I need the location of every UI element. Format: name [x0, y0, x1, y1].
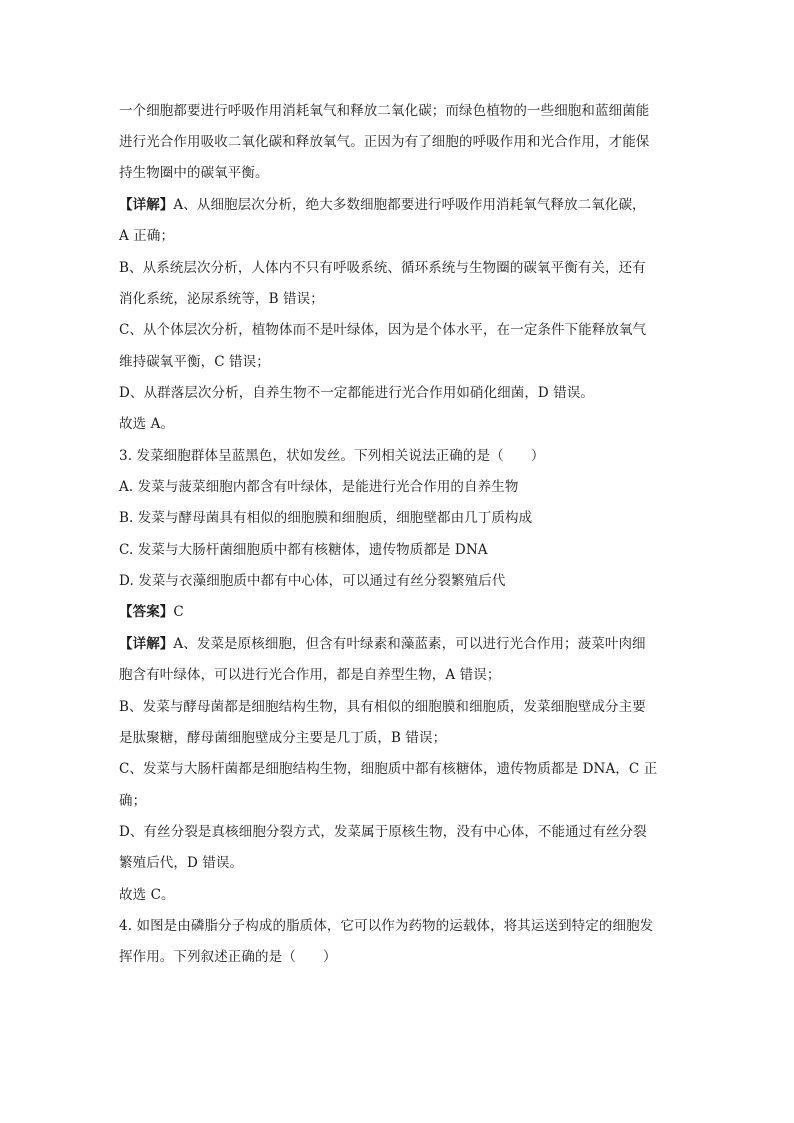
line-text: A、发菜是原核细胞，但含有叶绿素和藻蓝素，可以进行光合作用；菠菜叶肉细: [173, 636, 646, 652]
line-text: D. 发菜与衣藻细胞质中都有中心体，可以通过有丝分裂繁殖后代: [119, 573, 506, 589]
text-line: [119, 163, 269, 183]
text-line: [119, 289, 324, 309]
detail-label: 【详解】: [119, 636, 174, 652]
line-text: 故选 C。: [119, 887, 175, 903]
text-line: [119, 258, 646, 278]
line-text: B、从系统层次分析，人体内不只有呼吸系统、循环系统与生物圈的碳氧平衡有关，还有: [119, 260, 646, 276]
line-text: 故选 A。: [119, 416, 175, 432]
answer-label: 【答案】: [119, 604, 174, 620]
text-line: [119, 885, 175, 905]
line-text: 繁殖后代，D 错误。: [119, 855, 244, 871]
line-text: B、发菜与酵母菌都是细胞结构生物，具有相似的细胞膜和细胞质，发菜细胞壁成分主要: [119, 699, 646, 715]
text-line: [119, 853, 243, 873]
line-text: A 正确；: [119, 228, 175, 244]
line-text: 3. 发菜细胞群体呈蓝黑色，状如发丝。下列相关说法正确的是（ ）: [119, 448, 545, 464]
line-text: A. 发菜与菠菜细胞内都含有叶绿体，是能进行光合作用的自养生物: [119, 479, 519, 495]
line-text: 进行光合作用吸收二氧化碳和释放氧气。正因为有了细胞的呼吸作用和光合作用，才能保: [119, 134, 650, 150]
option-c: [119, 540, 488, 560]
line-text: C. 发菜与大肠杆菌细胞质中都有核糖体，遗传物质都是 DNA: [119, 542, 488, 558]
answer-value: C: [173, 604, 184, 620]
line-text: B. 发菜与酵母菌具有相似的细胞膜和细胞质，细胞壁都由几丁质构成: [119, 510, 533, 526]
text-line: [119, 665, 500, 685]
line-text: 胞含有叶绿体，可以进行光合作用，都是自养型生物，A 错误；: [119, 667, 501, 683]
answer-line: [119, 602, 184, 622]
line-text: 维持碳氧平衡，C 错误；: [119, 354, 270, 370]
option-d: [119, 571, 505, 591]
text-line: [119, 791, 146, 811]
line-text: 确；: [119, 793, 147, 809]
question-stem: [119, 916, 653, 936]
text-line: [119, 132, 649, 152]
text-line: [119, 352, 270, 372]
text-line: [119, 226, 174, 246]
line-text: D、从群落层次分析，自养生物不一定都能进行光合作用如硝化细菌，D 错误。: [119, 385, 595, 401]
line-text: A、从细胞层次分析，绝大多数细胞都要进行呼吸作用消耗氧气释放二氧化碳，: [173, 197, 646, 213]
line-text: 是肽聚糖，酵母菌细胞壁成分主要是几丁质，B 错误；: [119, 730, 447, 746]
text-line: [119, 697, 646, 717]
line-text: C、发菜与大肠杆菌都是细胞结构生物，细胞质中都有核糖体，遗传物质都是 DNA，C 正: [119, 761, 658, 777]
option-b: [119, 508, 532, 528]
question-stem: [119, 446, 544, 466]
line-text: 一个细胞都要进行呼吸作用消耗氧气和释放二氧化碳；而绿色植物的一些细胞和蓝细菌能: [119, 103, 650, 119]
line-text: C、从个体层次分析，植物体而不是叶绿体，因为是个体水平，在一定条件下能释放氧气: [119, 322, 647, 338]
line-text: 4. 如图是由磷脂分子构成的脂质体，它可以作为药物的运载体，将其运送到特定的细胞发: [119, 918, 654, 934]
text-line: [119, 320, 646, 340]
detail-label: 【详解】: [119, 197, 174, 213]
text-line: [119, 947, 337, 967]
text-line: [119, 101, 649, 121]
text-line: [119, 414, 174, 434]
text-line: [119, 195, 646, 215]
option-a: [119, 477, 518, 497]
line-text: 挥作用。下列叙述正确的是（ ）: [119, 949, 337, 965]
text-line: [119, 759, 657, 779]
text-line: [119, 634, 646, 654]
line-text: 持生物圈中的碳氧平衡。: [119, 165, 269, 181]
text-line: [119, 728, 446, 748]
text-line: [119, 822, 647, 842]
text-line: [119, 383, 594, 403]
line-text: D、有丝分裂是真核细胞分裂方式，发菜属于原核生物，没有中心体，不能通过有丝分裂: [119, 824, 647, 840]
line-text: 消化系统，泌尿系统等，B 错误；: [119, 291, 324, 307]
